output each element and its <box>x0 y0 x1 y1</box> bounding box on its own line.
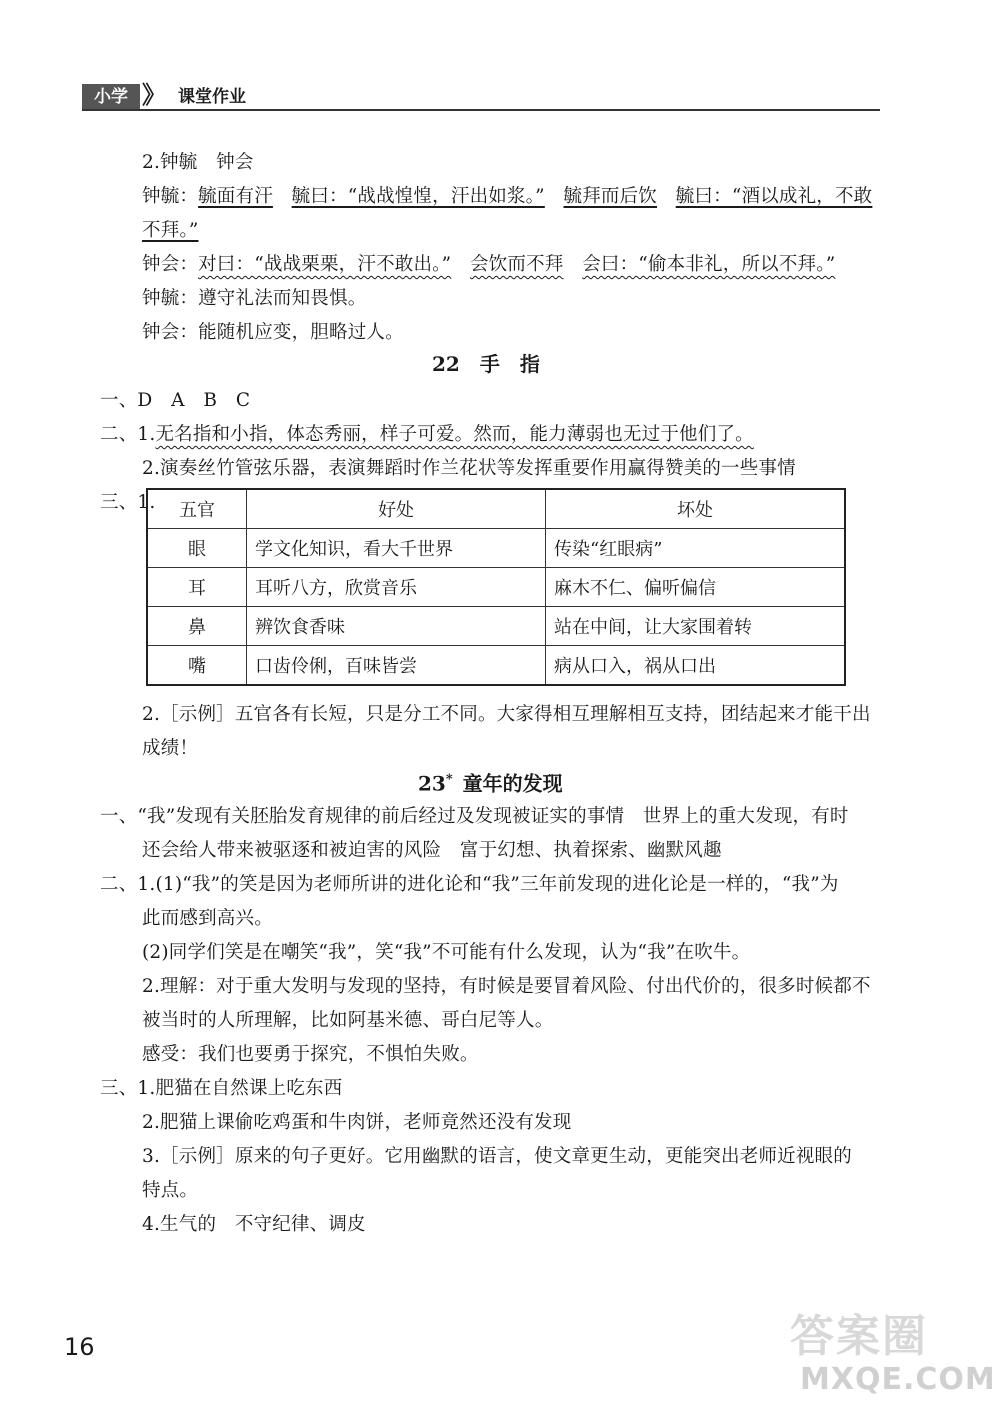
s1-l2-e <box>545 186 564 207</box>
s1-l4-b: 对曰：“战战栗栗，汗不敢出。” <box>198 254 452 275</box>
s1-l4-d: 会饮而不拜 <box>469 254 564 275</box>
table-row <box>147 646 845 686</box>
s3-q3d: 特点。 <box>142 1180 199 1201</box>
s3-q3a: 三、1.肥猫在自然课上吃东西 <box>100 1078 343 1099</box>
s1-l2-h: 毓曰：“酒以成礼，不敢 <box>675 186 873 207</box>
s2-q2a-prefix: 二、1. <box>100 424 156 445</box>
table-cell: 嘴 <box>147 646 247 686</box>
table-row <box>147 568 845 607</box>
table-cell: 鼻 <box>147 607 247 646</box>
s3-q2d: 2.理解：对于重大发明与发现的坚持，有时候是要冒着风险、付出代价的，很多时候都不 <box>142 976 871 997</box>
table-cell: 病从口入，祸从口出 <box>546 646 846 686</box>
facial-features-table <box>146 488 846 686</box>
s1-l4-a: 钟会： <box>142 254 199 275</box>
s2-q1: 一、D A B C <box>100 390 251 411</box>
section-23-num: 23 <box>418 771 446 796</box>
s2-q3b-line2: 成绩！ <box>142 738 199 759</box>
table-row <box>147 529 845 568</box>
s3-q2a: 二、1.(1)“我”的笑是因为老师所讲的进化论和“我”三年前发现的进化论是一样的，“我”为 <box>100 874 839 895</box>
section-23-title <box>418 766 563 798</box>
s1-l4-e <box>564 254 583 275</box>
table-cell: 耳听八方，欣赏音乐 <box>247 568 546 607</box>
table-cell: 辨饮食香味 <box>247 607 546 646</box>
s2-q3-prefix: 三、1. <box>100 492 156 513</box>
s2-q2b: 2.演奏丝竹管弦乐器，表演舞蹈时作兰花状等发挥重要作用赢得赞美的一些事情 <box>142 458 796 479</box>
table-cell: 耳 <box>147 568 247 607</box>
header-badge: 小学 <box>82 84 140 110</box>
s1-line6: 钟会：能随机应变，胆略过人。 <box>142 322 404 343</box>
s3-q2b: 此而感到高兴。 <box>142 908 273 929</box>
header-rule <box>82 109 880 111</box>
section-23-mark: * <box>445 772 453 787</box>
section-22-title: 22 手 指 <box>432 352 540 376</box>
table-cell: 传染“红眼病” <box>546 529 846 568</box>
table-cell: 口齿伶俐，百味皆尝 <box>247 646 546 686</box>
table-header-cell: 坏处 <box>546 489 846 529</box>
section-23-text: 童年的发现 <box>462 771 563 796</box>
s3-q1a: 一、“我”发现有关胚胎发育规律的前后经过及发现被证实的事情 世界上的重大发现，有时 <box>100 806 849 827</box>
chevron-icon: 》 <box>142 80 166 109</box>
table-cell: 麻木不仁、偏听偏信 <box>546 568 846 607</box>
s1-line1: 2.钟毓 钟会 <box>142 152 254 173</box>
page-number: 16 <box>64 1333 95 1361</box>
s3-q2e: 被当时的人所理解，比如阿基米德、哥白尼等人。 <box>142 1010 554 1031</box>
s1-line3: 不拜。” <box>142 220 199 241</box>
s1-l4-f: 会曰：“偷本非礼，所以不拜。” <box>582 254 836 275</box>
s3-q3c: 3.［示例］原来的句子更好。它用幽默的语言，使文章更生动，更能突出老师近视眼的 <box>142 1146 852 1167</box>
table-cell: 眼 <box>147 529 247 568</box>
s1-l2-a: 钟毓： <box>142 186 199 207</box>
s2-q2a <box>100 422 754 448</box>
s2-q3b-line1: 2.［示例］五官各有长短，只是分工不同。大家得相互理解相互支持，团结起来才能干出 <box>142 704 871 725</box>
s1-line5: 钟毓：遵守礼法而知畏惧。 <box>142 288 367 309</box>
s3-q3b: 2.肥猫上课偷吃鸡蛋和牛肉饼，老师竟然还没有发现 <box>142 1112 572 1133</box>
s3-q3e: 4.生气的 不守纪律、调皮 <box>142 1214 366 1235</box>
table-cell: 站在中间，让大家围着转 <box>546 607 846 646</box>
s1-l2-b: 毓面有汗 <box>198 186 273 207</box>
table-header-cell: 好处 <box>247 489 546 529</box>
header-title: 课堂作业 <box>178 87 246 107</box>
s1-line4 <box>142 252 835 278</box>
s3-q2c: (2)同学们笑是在嘲笑“我”，笑“我”不可能有什么发现，认为“我”在吹牛。 <box>142 942 751 963</box>
table-row <box>147 607 845 646</box>
s1-l2-d: 毓曰：“战战惶惶，汗出如浆。” <box>291 186 545 207</box>
s1-l2-c <box>273 186 292 207</box>
s1-l2-f: 毓拜而后饮 <box>563 186 658 207</box>
watermark-logo: 答案圈 <box>790 1311 928 1362</box>
watermark-url: MXQE.COM <box>800 1362 996 1397</box>
s3-q1b: 还会给人带来被驱逐和被迫害的风险 富于幻想、执着探索、幽默风趣 <box>142 840 722 861</box>
table-header-cell: 五官 <box>147 489 247 529</box>
s2-q2a-text: 无名指和小指，体态秀丽，样子可爱。然而，能力薄弱也无过于他们了。 <box>155 424 754 445</box>
s1-line2 <box>142 184 872 210</box>
s3-q2f: 感受：我们也要勇于探究，不惧怕失败。 <box>142 1044 479 1065</box>
s1-l4-c <box>451 254 470 275</box>
s1-l2-g <box>657 186 676 207</box>
table-cell: 学文化知识，看大千世界 <box>247 529 546 568</box>
table-header-row <box>147 489 845 529</box>
